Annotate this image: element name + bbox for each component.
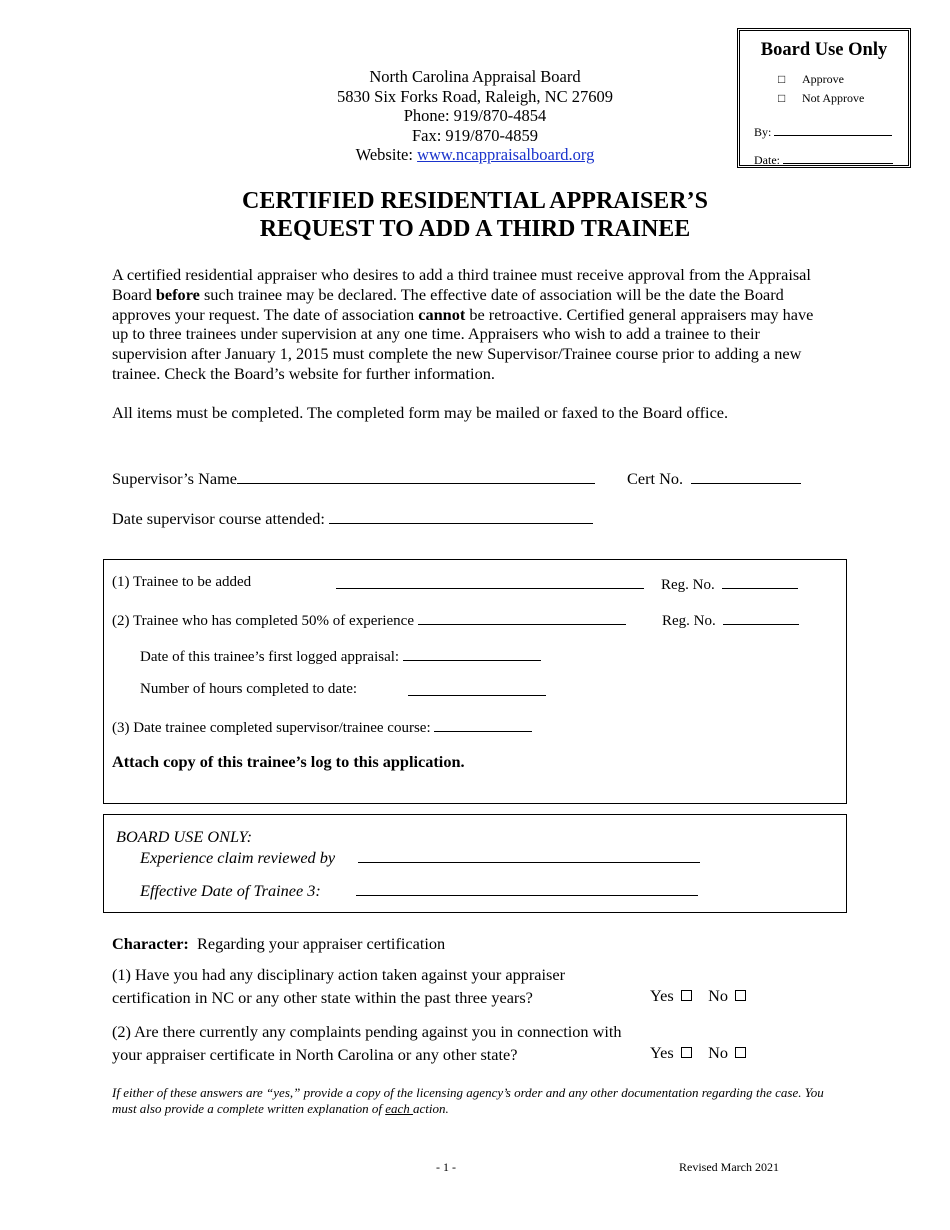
effective-date-field[interactable]: [356, 881, 698, 896]
cert-no-row: [627, 469, 801, 489]
q2-no-label: No: [708, 1043, 728, 1062]
intro-bold-cannot: cannot: [418, 304, 466, 324]
trainee-50-label: (2) Trainee who has completed 50% of experience: [112, 613, 414, 629]
reviewed-by-field[interactable]: [358, 848, 700, 863]
website-label: Website:: [355, 145, 418, 164]
first-logged-row: [140, 646, 541, 666]
approve-label: Approve: [802, 72, 844, 86]
date-line: [754, 151, 893, 168]
org-name: North Carolina Appraisal Board: [369, 67, 581, 86]
character-heading-row: [112, 934, 445, 954]
address: 5830 Six Forks Road, Raleigh, NC 27609: [337, 86, 613, 106]
course-date-field[interactable]: [329, 509, 593, 524]
approve-option[interactable]: [778, 72, 844, 87]
q2-yes-checkbox[interactable]: [681, 1047, 692, 1058]
effective-date-label: Effective Date of Trainee 3:: [140, 881, 321, 900]
first-logged-field[interactable]: [403, 646, 541, 661]
reg-no-1-label: Reg. No.: [661, 577, 715, 593]
by-field[interactable]: [774, 123, 892, 136]
by-line: [754, 123, 892, 140]
attach-log-note: Attach copy of this trainee’s log to this application.: [112, 752, 465, 771]
reg-no-2-field[interactable]: [723, 610, 799, 625]
course-date-label: Date supervisor course attended:: [112, 509, 325, 528]
fax: Fax: 919/870-4859: [411, 125, 539, 145]
approve-checkbox[interactable]: □: [778, 72, 786, 86]
not-approve-checkbox[interactable]: □: [778, 91, 786, 105]
title-line-2: REQUEST TO ADD A THIRD TRAINEE: [259, 216, 691, 242]
question-1: [112, 963, 565, 1009]
character-heading: Character:: [112, 934, 189, 953]
reviewed-by-label: Experience claim reviewed by: [140, 848, 336, 867]
reg-no-1-field[interactable]: [722, 574, 798, 589]
course-completed-label: (3) Date trainee completed supervisor/trainee course:: [112, 720, 431, 736]
course-date-row: [112, 509, 593, 529]
question-1-line-2: certification in NC or any other state within the past three years?: [112, 988, 533, 1007]
date-label: Date:: [754, 153, 780, 167]
intro-paragraph: [112, 265, 832, 384]
date-field[interactable]: [783, 151, 893, 164]
by-label: By:: [754, 125, 772, 139]
trainee-50-row: [112, 610, 626, 630]
instructions: All items must be completed. The completed form may be mailed or faxed to the Board office.: [112, 403, 729, 422]
trainee-50-field[interactable]: [418, 610, 626, 625]
cert-no-field[interactable]: [691, 469, 801, 484]
q1-no-label: No: [708, 986, 728, 1005]
phone: Phone: 919/870-4854: [403, 106, 547, 125]
intro-text-a: A certified residential appraiser who desires to add a third trainee must receive approval from the Appraisal Board: [112, 265, 811, 304]
board-use-only-box: [737, 28, 911, 168]
board-address-block: [300, 67, 650, 165]
course-completed-field[interactable]: [434, 717, 532, 732]
not-approve-label: Not Approve: [802, 91, 865, 105]
character-subheading: Regarding your appraiser certification: [196, 934, 446, 953]
cert-no-label: Cert No.: [627, 469, 684, 488]
not-approve-option[interactable]: [778, 91, 864, 106]
website-link[interactable]: www.ncappraisalboard.org: [417, 145, 595, 164]
yes-answer-note: [112, 1085, 837, 1117]
board-use-title: Board Use Only: [760, 40, 888, 60]
reg-no-1-row: [661, 574, 798, 594]
note-text-b: action.: [413, 1101, 449, 1116]
hours-label: Number of hours completed to date:: [140, 681, 358, 697]
question-2-answers: [650, 1043, 746, 1063]
note-text-a: If either of these answers are “yes,” provide a copy of the licensing agency’s order and any other documentation regarding the case. You must also provide a complete written explanation of: [112, 1085, 824, 1116]
revised-date: Revised March 2021: [679, 1160, 779, 1174]
question-1-answers: [650, 986, 746, 1006]
intro-text-b: such trainee may be declared. The effective date of association will be the date the Board approves your request. The date of association: [112, 284, 784, 324]
q2-no-checkbox[interactable]: [735, 1047, 746, 1058]
question-2-line-1: (2) Are there currently any complaints pending against you in connection with: [112, 1022, 622, 1041]
first-logged-label: Date of this trainee’s first logged appraisal:: [140, 649, 400, 665]
note-underlined-each: each: [385, 1101, 413, 1116]
website-line: [300, 145, 650, 165]
q1-yes-label: Yes: [650, 986, 674, 1005]
intro-bold-before: before: [155, 284, 200, 304]
board-use-heading: BOARD USE ONLY:: [116, 827, 253, 846]
hours-field[interactable]: [408, 681, 546, 696]
supervisor-name-field[interactable]: [237, 469, 595, 484]
q1-no-checkbox[interactable]: [735, 990, 746, 1001]
supervisor-name-row: [112, 469, 595, 489]
question-2: [112, 1020, 622, 1066]
intro-text-c: be retroactive. Certified general appraisers may have up to three trainees under supervision at any one time. Appraisers who wish to add a trainee to their supervision after January 1, 2015 must complete the new Supervisor/Trainee course prior to adding a new trainee. Check the Board’s website for further information.: [112, 304, 814, 383]
title-line-1: CERTIFIED RESIDENTIAL APPRAISER’S: [242, 188, 708, 214]
question-1-line-1: (1) Have you had any disciplinary action taken against your appraiser: [112, 965, 566, 984]
form-title: [180, 187, 770, 243]
q2-yes-label: Yes: [650, 1043, 674, 1062]
q1-yes-checkbox[interactable]: [681, 990, 692, 1001]
trainee-added-label: (1) Trainee to be added: [112, 574, 252, 590]
course-completed-row: [112, 717, 532, 737]
supervisor-name-label: Supervisor’s Name: [112, 469, 237, 488]
trainee-added-field[interactable]: [336, 574, 644, 589]
page-number: - 1 -: [436, 1160, 456, 1174]
reg-no-2-row: [662, 610, 799, 630]
question-2-line-2: your appraiser certificate in North Carolina or any other state?: [112, 1045, 518, 1064]
reg-no-2-label: Reg. No.: [662, 613, 716, 629]
